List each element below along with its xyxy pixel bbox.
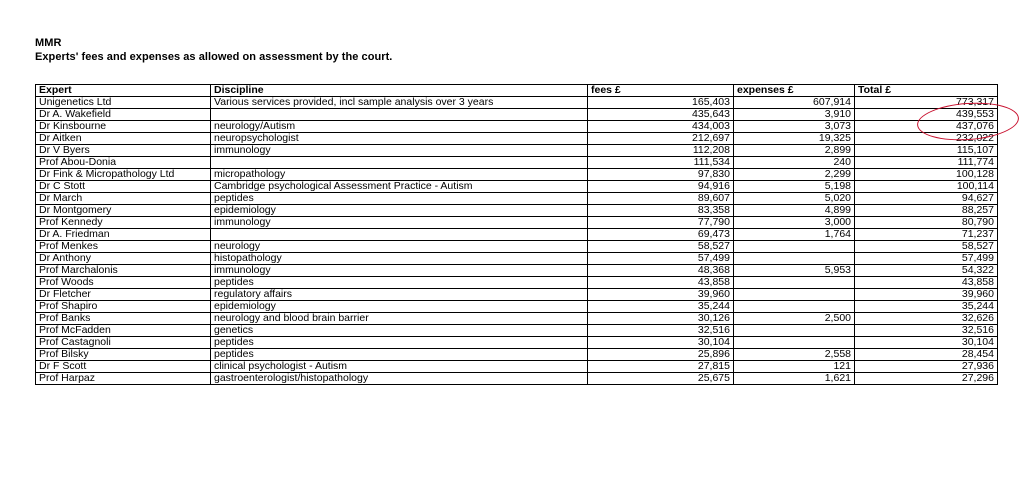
expert-cell: Prof Kennedy	[36, 217, 211, 229]
fees-cell: 25,896	[588, 349, 734, 361]
expert-cell: Prof McFadden	[36, 325, 211, 337]
expert-cell: Prof Banks	[36, 313, 211, 325]
expert-cell: Prof Shapiro	[36, 301, 211, 313]
discipline-cell: immunology	[211, 265, 588, 277]
total-cell: 94,627	[855, 193, 998, 205]
table-body	[36, 97, 998, 385]
fees-cell: 30,126	[588, 313, 734, 325]
total-cell: 32,516	[855, 325, 998, 337]
table-row	[36, 349, 998, 361]
fees-cell: 97,830	[588, 169, 734, 181]
total-cell: 437,076	[855, 121, 998, 133]
expenses-cell: 2,899	[734, 145, 855, 157]
expenses-cell: 3,910	[734, 109, 855, 121]
fees-cell: 77,790	[588, 217, 734, 229]
expenses-cell	[734, 277, 855, 289]
total-cell: 439,553	[855, 109, 998, 121]
table-row	[36, 265, 998, 277]
fees-cell: 48,368	[588, 265, 734, 277]
table-row	[36, 313, 998, 325]
discipline-cell	[211, 229, 588, 241]
total-cell: 43,858	[855, 277, 998, 289]
table-row	[36, 217, 998, 229]
total-cell: 100,128	[855, 169, 998, 181]
table-row	[36, 205, 998, 217]
discipline-cell: immunology	[211, 217, 588, 229]
fees-cell: 30,104	[588, 337, 734, 349]
discipline-cell: neurology	[211, 241, 588, 253]
fees-cell: 25,675	[588, 373, 734, 385]
expert-cell: Prof Abou-Donia	[36, 157, 211, 169]
expenses-cell: 2,558	[734, 349, 855, 361]
table-row	[36, 133, 998, 145]
expenses-cell: 5,020	[734, 193, 855, 205]
total-cell: 32,626	[855, 313, 998, 325]
discipline-cell: Various services provided, incl sample analysis over 3 years	[211, 97, 588, 109]
discipline-cell: micropathology	[211, 169, 588, 181]
header-discipline: Discipline	[211, 85, 588, 97]
discipline-cell: epidemiology	[211, 205, 588, 217]
expert-cell: Dr A. Wakefield	[36, 109, 211, 121]
expert-cell: Dr Fletcher	[36, 289, 211, 301]
discipline-cell: peptides	[211, 277, 588, 289]
fees-cell: 94,916	[588, 181, 734, 193]
table-row	[36, 121, 998, 133]
expenses-cell: 3,000	[734, 217, 855, 229]
table-header-row	[36, 85, 998, 97]
table-row	[36, 181, 998, 193]
expert-cell: Unigenetics Ltd	[36, 97, 211, 109]
discipline-cell: peptides	[211, 349, 588, 361]
total-cell: 115,107	[855, 145, 998, 157]
table-row	[36, 145, 998, 157]
document-subtitle: Experts' fees and expenses as allowed on assessment by the court.	[35, 51, 393, 63]
total-cell: 80,790	[855, 217, 998, 229]
total-cell: 30,104	[855, 337, 998, 349]
fees-cell: 212,697	[588, 133, 734, 145]
expenses-cell: 2,299	[734, 169, 855, 181]
expert-cell: Dr March	[36, 193, 211, 205]
expenses-cell: 121	[734, 361, 855, 373]
fees-cell: 35,244	[588, 301, 734, 313]
expenses-cell: 3,073	[734, 121, 855, 133]
table-row	[36, 157, 998, 169]
fees-cell: 57,499	[588, 253, 734, 265]
fees-cell: 58,527	[588, 241, 734, 253]
expert-cell: Dr Kinsbourne	[36, 121, 211, 133]
total-cell: 111,774	[855, 157, 998, 169]
table-row	[36, 289, 998, 301]
total-cell: 58,527	[855, 241, 998, 253]
table-row	[36, 229, 998, 241]
total-cell: 57,499	[855, 253, 998, 265]
expert-cell: Dr Aitken	[36, 133, 211, 145]
expenses-cell: 4,899	[734, 205, 855, 217]
discipline-cell: peptides	[211, 337, 588, 349]
total-cell: 773,317	[855, 97, 998, 109]
total-cell: 27,296	[855, 373, 998, 385]
fees-cell: 27,815	[588, 361, 734, 373]
expert-cell: Prof Harpaz	[36, 373, 211, 385]
expert-cell: Prof Castagnoli	[36, 337, 211, 349]
table-row	[36, 241, 998, 253]
discipline-cell: epidemiology	[211, 301, 588, 313]
expenses-cell	[734, 289, 855, 301]
expenses-cell: 240	[734, 157, 855, 169]
fees-cell: 83,358	[588, 205, 734, 217]
expert-cell: Dr Fink & Micropathology Ltd	[36, 169, 211, 181]
discipline-cell: gastroenterologist/histopathology	[211, 373, 588, 385]
expenses-cell	[734, 325, 855, 337]
table-row	[36, 97, 998, 109]
discipline-cell: neurology/Autism	[211, 121, 588, 133]
expenses-cell: 1,764	[734, 229, 855, 241]
expert-cell: Prof Marchalonis	[36, 265, 211, 277]
total-cell: 39,960	[855, 289, 998, 301]
table-row	[36, 169, 998, 181]
expert-cell: Dr Montgomery	[36, 205, 211, 217]
total-cell: 88,257	[855, 205, 998, 217]
fees-cell: 435,643	[588, 109, 734, 121]
discipline-cell: Cambridge psychological Assessment Practice - Autism	[211, 181, 588, 193]
header-fees: fees £	[588, 85, 734, 97]
total-cell: 35,244	[855, 301, 998, 313]
expenses-cell: 19,325	[734, 133, 855, 145]
expert-cell: Dr V Byers	[36, 145, 211, 157]
expenses-cell	[734, 337, 855, 349]
total-cell: 71,237	[855, 229, 998, 241]
discipline-cell: genetics	[211, 325, 588, 337]
document-title: MMR	[35, 37, 62, 49]
total-cell: 100,114	[855, 181, 998, 193]
discipline-cell: neurology and blood brain barrier	[211, 313, 588, 325]
header-expert: Expert	[36, 85, 211, 97]
table-row	[36, 109, 998, 121]
table-row	[36, 373, 998, 385]
discipline-cell	[211, 109, 588, 121]
expenses-cell: 607,914	[734, 97, 855, 109]
total-cell: 232,022	[855, 133, 998, 145]
expenses-cell: 5,953	[734, 265, 855, 277]
fees-cell: 39,960	[588, 289, 734, 301]
table-row	[36, 361, 998, 373]
fees-cell: 165,403	[588, 97, 734, 109]
table-row	[36, 325, 998, 337]
discipline-cell: regulatory affairs	[211, 289, 588, 301]
total-cell: 28,454	[855, 349, 998, 361]
header-expenses: expenses £	[734, 85, 855, 97]
fees-cell: 112,208	[588, 145, 734, 157]
table-row	[36, 337, 998, 349]
expenses-cell: 5,198	[734, 181, 855, 193]
fees-cell: 32,516	[588, 325, 734, 337]
header-total: Total £	[855, 85, 998, 97]
expert-fees-table	[35, 84, 998, 385]
expenses-cell: 2,500	[734, 313, 855, 325]
total-cell: 27,936	[855, 361, 998, 373]
expenses-cell	[734, 241, 855, 253]
discipline-cell: immunology	[211, 145, 588, 157]
fees-cell: 111,534	[588, 157, 734, 169]
discipline-cell: peptides	[211, 193, 588, 205]
table-row	[36, 193, 998, 205]
fees-cell: 43,858	[588, 277, 734, 289]
discipline-cell	[211, 157, 588, 169]
expenses-cell	[734, 301, 855, 313]
total-cell: 54,322	[855, 265, 998, 277]
table-row	[36, 277, 998, 289]
table-row	[36, 253, 998, 265]
expert-cell: Dr Anthony	[36, 253, 211, 265]
discipline-cell: histopathology	[211, 253, 588, 265]
expert-cell: Dr F Scott	[36, 361, 211, 373]
discipline-cell: clinical psychologist - Autism	[211, 361, 588, 373]
expenses-cell: 1,621	[734, 373, 855, 385]
discipline-cell: neuropsychologist	[211, 133, 588, 145]
expert-cell: Dr C Stott	[36, 181, 211, 193]
expert-cell: Prof Menkes	[36, 241, 211, 253]
expert-cell: Prof Bilsky	[36, 349, 211, 361]
fees-cell: 89,607	[588, 193, 734, 205]
fees-cell: 434,003	[588, 121, 734, 133]
expert-cell: Prof Woods	[36, 277, 211, 289]
fees-cell: 69,473	[588, 229, 734, 241]
table-row	[36, 301, 998, 313]
expert-cell: Dr A. Friedman	[36, 229, 211, 241]
expenses-cell	[734, 253, 855, 265]
